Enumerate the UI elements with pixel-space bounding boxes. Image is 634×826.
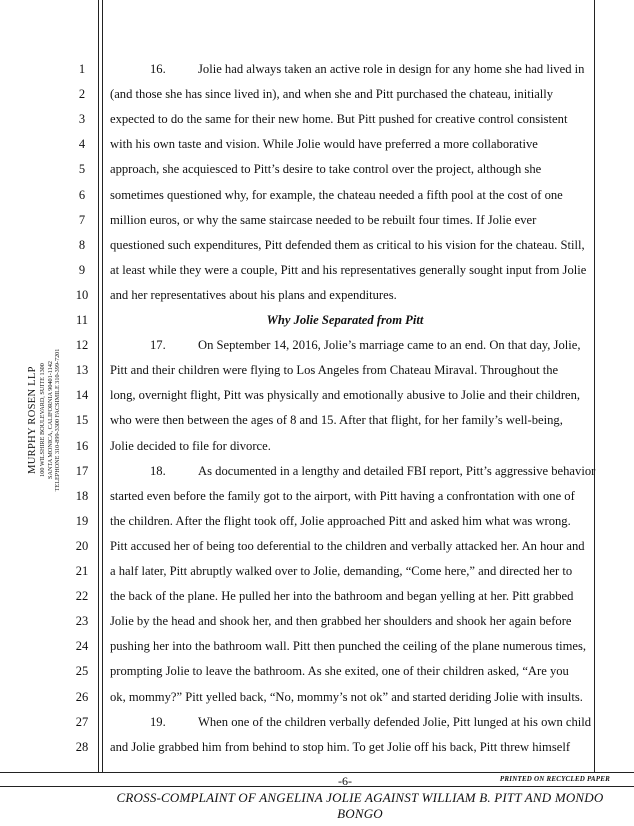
body-line: the back of the plane. He pulled her into the bathroom and began yelling at her. Pitt grabbed: [110, 589, 574, 604]
body-line: Pitt accused her of being too deferential to the children and verbally attacked her. An hour and: [110, 538, 585, 553]
firm-address-line-2: SANTA MONICA, CALIFORNIA 90401-1142: [46, 361, 54, 479]
body-line: sometimes questioned why, for example, the chateau needed a fifth pool at the cost of one: [110, 187, 563, 202]
body-line: Pitt and their children were flying to Los Angeles from Chateau Miraval. Throughout the: [110, 363, 559, 378]
paragraph-number: 16.: [150, 62, 166, 76]
body-line: and her representatives about his plans and expenditures.: [110, 287, 397, 302]
paragraph-first-line: [110, 62, 585, 76]
line-number: 2: [78, 87, 86, 102]
line-number: 21: [75, 564, 89, 578]
right-margin-rule: [594, 0, 595, 772]
body-line: the children. After the flight took off, Jolie approached Pitt and asked him what was wrong.: [110, 513, 571, 528]
line-number: 8: [78, 237, 86, 252]
paragraph-number: 17.: [150, 338, 166, 353]
body-line: Jolie by the head and shook her, and then grabbed her shoulders and shook her again before: [110, 614, 572, 629]
paragraph-number: 19.: [150, 714, 166, 729]
line-number: 25: [75, 664, 89, 679]
body-line: pushing her into the bathroom wall. Pitt then punched the ceiling of the plane numerous times,: [110, 639, 587, 654]
line-number: 6: [78, 187, 86, 202]
line-number: 22: [75, 589, 89, 604]
paragraph-text: As documented in a lengthy and detailed FBI report, Pitt’s aggressive behavior: [198, 463, 596, 478]
body-line: with his own taste and vision. While Jolie would have preferred a more collaborative: [110, 137, 538, 152]
recycled-paper-notice: PRINTED ON RECYCLED PAPER: [499, 775, 610, 783]
line-number: 16: [75, 438, 89, 453]
line-number: 9: [78, 262, 86, 277]
document-title-footer: CROSS-COMPLAINT OF ANGELINA JOLIE AGAINST WILLIAM B. PITT AND MONDO BONGO: [116, 790, 604, 821]
line-number: 11: [75, 313, 89, 327]
line-number: 17: [75, 463, 89, 478]
left-margin-rule-1: [98, 0, 99, 772]
line-number: 26: [75, 689, 89, 704]
line-number: 23: [75, 614, 89, 629]
paragraph-first-line: [110, 338, 580, 352]
body-line: questioned such expenditures, Pitt defended them as critical to his vision for the chateau. Still,: [110, 237, 585, 252]
paragraph-number: 18.: [150, 463, 166, 478]
footer-rule-top: [0, 772, 634, 773]
firm-sidebar: [27, 349, 62, 492]
line-number: 12: [75, 338, 89, 353]
paragraph-first-line: [110, 463, 596, 478]
firm-address-line-1: 100 WILSHIRE BOULEVARD, SUITE 1300: [38, 363, 46, 477]
page-number: -6-: [338, 774, 352, 788]
line-number: 4: [78, 137, 86, 152]
line-number: 14: [75, 388, 89, 403]
line-number: 27: [75, 714, 89, 729]
line-number: 19: [75, 513, 89, 528]
paragraph-first-line: [110, 714, 592, 729]
firm-name: MURPHY ROSEN LLP: [26, 366, 38, 474]
body-line: approach, she acquiesced to Pitt’s desire to take control over the project, although she: [110, 162, 542, 177]
body-line: (and those she has since lived in), and when she and Pitt purchased the chateau, initially: [110, 87, 554, 102]
body-line: ok, mommy?” Pitt yelled back, “No, mommy’s not ok” and started deriding Jolie with insults.: [110, 689, 583, 704]
body-line: who were then between the ages of 8 and 15. After that flight, for her family’s well-being,: [110, 413, 563, 428]
line-number: 13: [75, 363, 89, 378]
line-number: 3: [78, 112, 86, 127]
line-number: 15: [75, 413, 89, 428]
line-number: 24: [75, 639, 89, 654]
line-number: 18: [75, 488, 89, 503]
left-margin-rule-2: [102, 0, 103, 772]
body-line: Jolie decided to file for divorce.: [110, 438, 271, 453]
line-number: 28: [75, 739, 89, 754]
body-line: started even before the family got to the airport, with Pitt having a confrontation with one of: [110, 488, 575, 503]
body-line: long, overnight flight, Pitt was physically and emotionally abusive to Jolie and their children,: [110, 388, 581, 403]
firm-address-line-3: TELEPHONE 310-899-3300 FACSIMILE 310-399-7201: [53, 348, 61, 492]
line-number: 1: [78, 62, 86, 76]
section-heading: Why Jolie Separated from Pitt: [266, 313, 424, 327]
line-number: 7: [78, 212, 86, 227]
body-line: and Jolie grabbed him from behind to stop him. To get Jolie off his back, Pitt threw himself: [110, 739, 571, 754]
paragraph-text: On September 14, 2016, Jolie’s marriage came to an end. On that day, Jolie,: [198, 338, 581, 353]
line-number: 20: [75, 538, 89, 553]
body-line: at least while they were a couple, Pitt and his representatives generally sought input from Jolie: [110, 262, 587, 277]
body-line: million euros, or why the same staircase needed to be rebuilt four times. If Jolie ever: [110, 212, 537, 227]
paragraph-text: Jolie had always taken an active role in design for any home she had lived in: [198, 62, 585, 76]
body-line: a half later, Pitt abruptly walked over to Jolie, demanding, “Come here,” and directed her to: [110, 564, 573, 578]
line-number: 10: [75, 287, 89, 302]
paragraph-text: When one of the children verbally defended Jolie, Pitt lunged at his own child: [198, 714, 592, 729]
body-line: prompting Jolie to leave the bathroom. As she exited, one of their children asked, “Are you: [110, 664, 569, 679]
body-line: expected to do the same for their new home. But Pitt pushed for creative control consistent: [110, 112, 568, 127]
line-number: 5: [78, 162, 86, 177]
